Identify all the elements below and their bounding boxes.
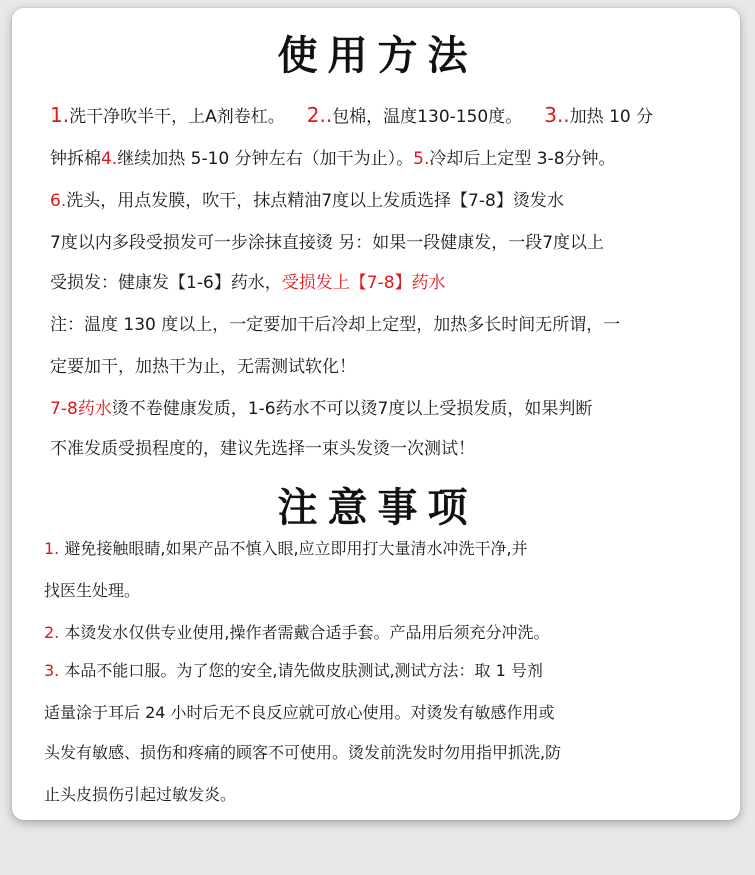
step-number-4: 4. bbox=[101, 149, 118, 169]
step-text-2: 包棉，温度130-150度。 bbox=[332, 107, 523, 127]
step-number-2: 2.. bbox=[306, 103, 333, 127]
damaged-hair-text: 受损发上【7-8】药水 bbox=[281, 273, 446, 293]
step-text-3b: 钟拆棉 bbox=[50, 149, 101, 169]
precaution-item-2 bbox=[44, 622, 549, 644]
precaution-item-3-cont-1: 适量涂于耳后 24 小时后无不良反应就可放心使用。对烫发有敏感作用或 bbox=[44, 703, 555, 722]
step-number-3: 3.. bbox=[544, 103, 570, 127]
precaution-text-3: 本品不能口服。为了您的安全,请先做皮肤测试,测试方法：取 1 号剂 bbox=[64, 661, 543, 680]
usage-line-4: 7度以内多段受损发可一步涂抹直接烫 另：如果一段健康发，一段7度以上 bbox=[50, 233, 605, 253]
healthy-hair-text: 受损发：健康发【1-6】药水， bbox=[50, 273, 282, 293]
step-number-5: 5. bbox=[413, 149, 430, 169]
precaution-number-2: 2. bbox=[44, 623, 60, 642]
precaution-item-3 bbox=[44, 660, 543, 682]
precaution-item-3-cont-3: 止头皮损伤引起过敏发炎。 bbox=[44, 785, 237, 804]
usage-line-2 bbox=[50, 148, 616, 170]
usage-line-9: 不准发质受损程度的，建议先选择一束头发烫一次测试！ bbox=[50, 439, 475, 459]
usage-title: 使用方法 bbox=[277, 33, 478, 79]
usage-line-1 bbox=[50, 104, 653, 128]
usage-line-8 bbox=[50, 398, 592, 420]
precaution-text-2: 本烫发水仅供专业使用,操作者需戴合适手套。产品用后须充分冲洗。 bbox=[64, 623, 550, 642]
precaution-number-1: 1. bbox=[44, 539, 60, 558]
precautions-title: 注意事项 bbox=[277, 485, 478, 531]
precaution-number-3: 3. bbox=[44, 661, 60, 680]
lotion-label: 7-8药水 bbox=[50, 399, 112, 419]
precaution-item-3-cont-2: 头发有敏感、损伤和疼痛的顾客不可使用。烫发前洗发时勿用指甲抓洗,防 bbox=[44, 743, 562, 762]
usage-note-line-1: 注：温度 130 度以上，一定要加干后冷却上定型，加热多长时间无所谓，一 bbox=[50, 315, 621, 335]
step-number-6: 6. bbox=[50, 191, 67, 211]
step-number-1: 1. bbox=[50, 103, 70, 127]
precaution-text-1: 避免接触眼睛,如果产品不慎入眼,应立即用打大量清水冲洗干净,并 bbox=[64, 539, 528, 558]
usage-line-5 bbox=[50, 272, 446, 294]
precaution-item-1-cont: 找医生处理。 bbox=[44, 581, 141, 600]
step-text-3: 加热 10 分 bbox=[569, 107, 654, 127]
lotion-text: 烫不卷健康发质，1-6药水不可以烫7度以上受损发质，如果判断 bbox=[111, 399, 593, 419]
step-text-5: 冷却后上定型 3-8分钟。 bbox=[429, 149, 616, 169]
step-text-6: 洗头，用点发膜，吹干，抹点精油7度以上发质选择【7-8】烫发水 bbox=[66, 191, 564, 211]
usage-note-line-2: 定要加干，加热干为止，无需测试软化！ bbox=[50, 357, 356, 377]
usage-line-3 bbox=[50, 190, 564, 212]
step-text-4: 继续加热 5-10 分钟左右（加干为止）。 bbox=[117, 149, 414, 169]
precaution-item-1 bbox=[44, 538, 528, 560]
step-text-1: 洗干净吹半干，上A剂卷杠。 bbox=[69, 107, 285, 127]
